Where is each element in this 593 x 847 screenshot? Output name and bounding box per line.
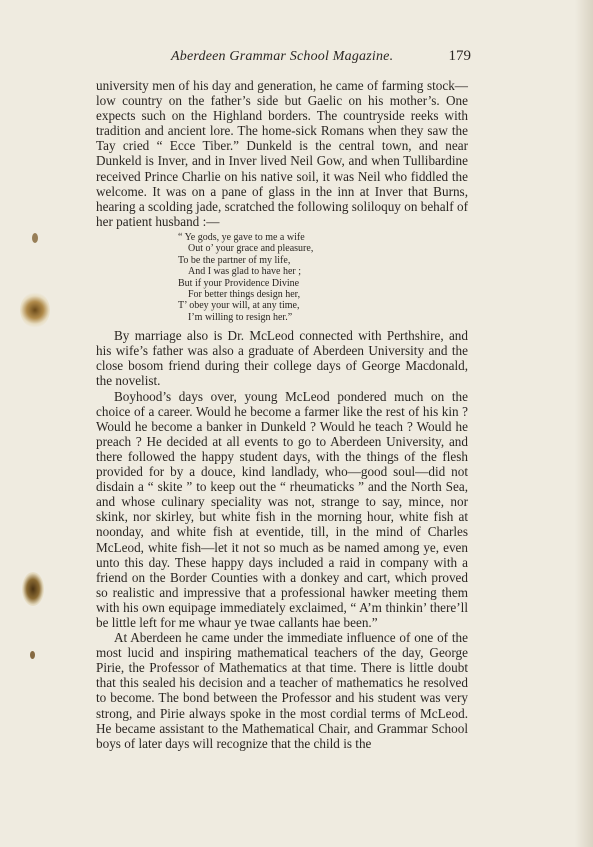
burns-soliloquy-poem <box>178 232 468 323</box>
poem-line: But if your Providence Divine <box>178 277 300 289</box>
foxing-stain <box>30 651 35 659</box>
paragraph: university men of his day and generation, he came of farming stock—low country on the father’s side but Gaelic on his mother’s. One expects such on the Highland borders. The countryside reeks with tradition and ancient lore. The home-sick Romans when they saw the Tay cried “ Ecce Tiber.” Dunkeld is the central town, and near Dunkeld is Inver, and in Inver lived Neil Gow, and when Tullibardine received Prince Charlie on his native soil, it was Neil who fiddled the welcome. It was on a pane of glass in the inn at Inver that Burns, hearing a scolding jade, scratched the following soliloquy on behalf of her patient husband :— <box>96 78 468 229</box>
page-number: 179 <box>448 48 471 64</box>
poem-line: To be the partner of my life, <box>178 254 291 266</box>
poem-line: “ Ye gods, ye gave to me a wife <box>178 231 305 243</box>
article-body <box>96 78 468 751</box>
foxing-stain <box>22 572 44 606</box>
poem-line: T’ obey your will, at any time, <box>178 300 300 312</box>
poem-line: For better things design her, <box>188 288 301 300</box>
paragraph: Boyhood’s days over, young McLeod pondered much on the choice of a career. Would he become a farmer like the rest of his kin ? Would he become a banker in Dunkeld ? Would he teach ? Would he preach ? He decided at all events to go to Aberdeen University, and there followed the happy student days, with the things of the flesh provided for by a douce, kind landlady, who—good soul—did not disdain a “ skite ” to keep out the “ rheumaticks ” and the North Sea, and whose culinary speciality was not, strange to say, mince, nor skink, nor skirley, but white fish in the morning hour, white fish at noonday, and white fish at eventide, till, in the mind of Charles McLeod, white fish—let it not so much as be named among ye, even unto this day. These happy days included a raid in company with a friend on the Border Counties with a donkey and cart, which proved so realistic and impressive that a professional hawker meeting them with his own equipage immediately exclaimed, “ A’m thinkin’ there’ll be little left for me whaur ye twae callants hae been.” <box>96 388 468 630</box>
poem-line: Out o’ your grace and pleasure, <box>188 243 314 255</box>
foxing-stain <box>20 292 50 328</box>
foxing-stain <box>32 233 38 243</box>
page-edge-shadow <box>575 0 593 847</box>
poem-line: And I was glad to have her ; <box>188 266 302 278</box>
paragraph: At Aberdeen he came under the immediate influence of one of the most lucid and inspiring mathematical teachers of the day, George Pirie, the Professor of Mathematics at that time. There is little doubt that this sealed his decision and a teacher of mathematics he resolved to become. The bond between the Professor and his student was very strong, and Pirie always spoke in the most cordial terms of McLeod. He became assistant to the Mathematical Chair, and Grammar School boys of later days will recognize that the child is the <box>96 630 468 751</box>
running-header <box>96 49 486 69</box>
poem-line: I’m willing to resign her.” <box>188 311 293 323</box>
magazine-title: Aberdeen Grammar School Magazine. <box>171 49 394 64</box>
paragraph: By marriage also is Dr. McLeod connected with Perthshire, and his wife’s father was also a graduate of Aberdeen University and the close bosom friend during their college days of George Macdonald, the novelist. <box>96 328 468 389</box>
